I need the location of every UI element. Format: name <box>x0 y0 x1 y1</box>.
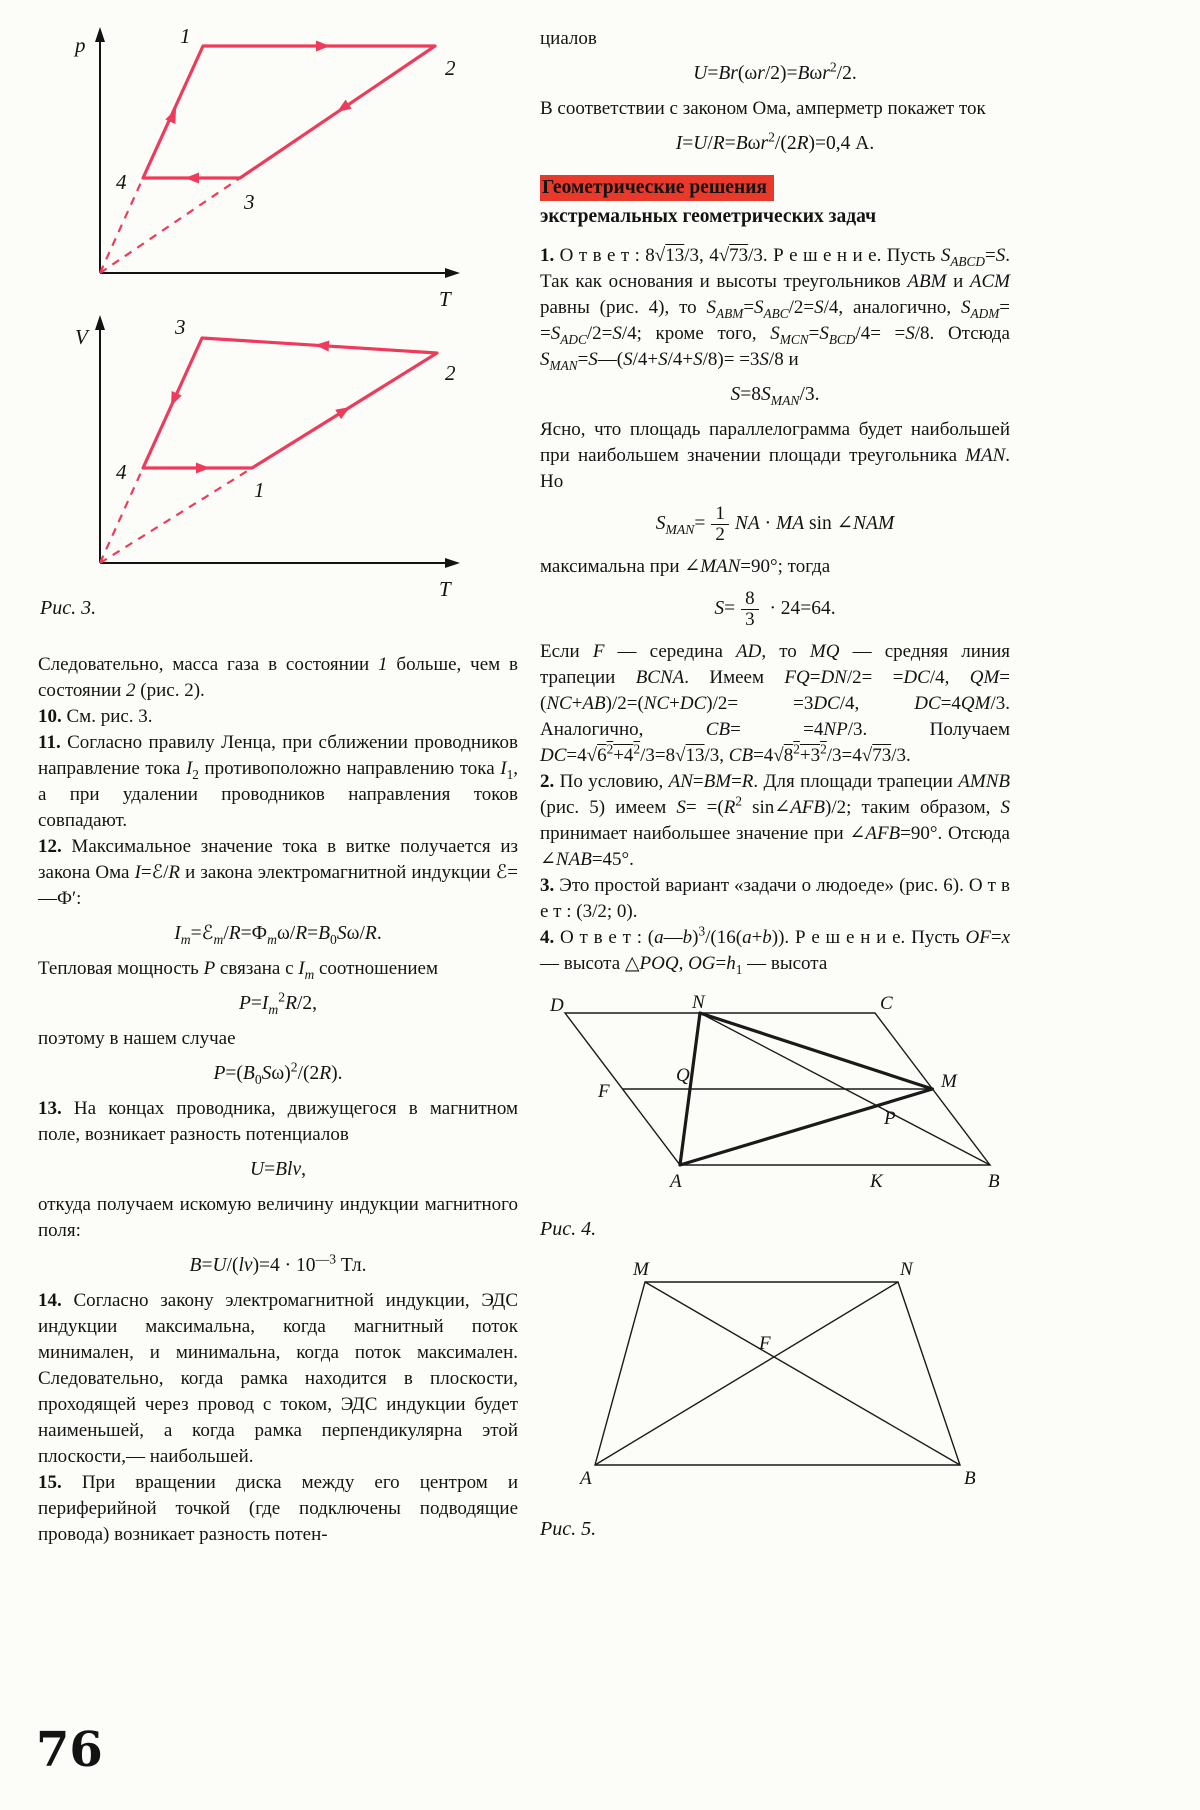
fig5-label-f: F <box>759 1332 771 1354</box>
figure5-trapezoid <box>540 1260 1010 1500</box>
figure5-caption: Рис. 5. <box>540 1517 597 1540</box>
left-column <box>38 652 518 1548</box>
fig4-label-d: D <box>550 994 564 1016</box>
item-2-geometry: 2. По условию, AN=BM=R. Для площади трапеции AMNB (рис. 5) имеем $S= =(R^2$ sin∠AFB)/2; таким образом, S принимает наибольшее значение при ∠AFB=90°. Отсюда ∠NAB=45°. <box>540 770 1010 870</box>
right-column <box>540 26 1010 1552</box>
item-15: 15. При вращении диска между его центром и периферийной точкой (где подключены подводящие провода) возникает разность потен- <box>38 1472 518 1545</box>
fig4-label-f: F <box>598 1080 610 1102</box>
fig4-label-k: K <box>870 1170 883 1192</box>
figure4-parallelogram <box>540 995 1010 1200</box>
vt-axis-x-arrow-icon <box>445 558 460 568</box>
pt-diagram <box>73 24 460 311</box>
paragraph-continuation: циалов <box>540 28 597 49</box>
fig4-label-a: A <box>670 1170 682 1192</box>
item-13: 13. На концах проводника, движущегося в магнитном поле, возникает разность потенциалов <box>38 1098 518 1145</box>
vt-cycle-path <box>143 338 437 468</box>
formula-u-blv: U=Blv, <box>250 1159 306 1180</box>
formula-s-64: S= $\frac{8}{3}$ · 24=64. <box>714 587 836 630</box>
vt-point-1-label: 1 <box>254 478 265 502</box>
pt-axis-y-label: p <box>75 33 86 57</box>
pt-point-4-label: 4 <box>116 170 127 194</box>
vt-point-3-label: 3 <box>175 315 186 339</box>
fig4-label-c: C <box>880 994 893 1014</box>
vt-arrow-3-4-icon <box>166 391 182 408</box>
vt-arrow-4-1-icon <box>196 463 210 474</box>
heading-line2: экстремальных геометрических задач <box>540 206 877 227</box>
figure-4 <box>540 995 1010 1242</box>
section-heading <box>540 173 1010 231</box>
pt-axis-y-arrow-icon <box>95 27 105 42</box>
formula-sman-half: $S_{MAN}=$ $\frac{1}{2}$ NA · MA sin ∠NAM <box>655 503 895 545</box>
paragraph-gas-mass: Следовательно, масса газа в состоянии 1 больше, чем в состоянии 2 (рис. 2). <box>38 654 518 701</box>
paragraph-max-at-90: максимальна при ∠MAN=90°; тогда <box>540 555 831 577</box>
vt-axis-y-label: V <box>75 325 88 349</box>
figure4-caption: Рис. 4. <box>540 1217 597 1240</box>
item-11: 11. Согласно правилу Ленца, при сближении проводников направление тока $I_2$ противоположно направлению тока $I_1$, а при удалении проводников направления токов совпадают. <box>38 732 518 831</box>
fig5-label-a: A <box>580 1467 592 1489</box>
page-number: 76 <box>36 1722 103 1778</box>
vt-point-4-label: 4 <box>116 460 127 484</box>
formula-p-imr: $P=I_m^2R/2$, <box>238 989 318 1017</box>
vt-cycle-arrows <box>166 340 353 474</box>
figure-5 <box>540 1260 1010 1542</box>
figure-3 <box>25 18 515 623</box>
item-10: 10. См. рис. 3. <box>38 706 153 727</box>
fig5-label-m: M <box>633 1259 649 1280</box>
pt-arrow-3-4-icon <box>185 173 199 184</box>
item-14: 14. Согласно закону электромагнитной индукции, ЭДС индукции максимальна, когда магнитный поток минимален, и минимальна, когда поток максимален. Следовательно, когда рамка находится в плоскости, проходящей через провод с током, ЭДС индукции будет наименьшей, а когда рамка перпендикулярна этой плоскости,— наибольшей. <box>38 1290 518 1467</box>
pt-point-3-label: 3 <box>244 190 255 214</box>
paragraph-midline: Если F — середина AD, то MQ — средняя линия трапеции BCNA. Имеем FQ=DN/2= =DC/4, QM=(NC+AB)/2=(NC+DC)/2= =3DC/4, DC=4QM/3. Аналогично, CB= =4NP/3. Получаем $DC=4√6^2+4^2/3=8√13/3$, $CB=4√8^2+3^2/3=4√73/3$. <box>540 640 1011 766</box>
vt-diagram <box>75 315 460 601</box>
figure3-diagrams <box>25 18 515 618</box>
paragraph-thermal-power: Тепловая мощность P связана с $I_m$ соотношением <box>38 958 438 982</box>
item-1-geometry: 1. О т в е т : 8√13/3, 4√73/3. Р е ш е н и е. Пусть $S_{ABCD}=S$. Так как основания и высоты треугольников ABM и ACM равны (рис. 4), то $S_{ABM}=S_{ABC}/2=S/4$, аналогично, $S_{ADM}= =S_{ADC}/2=S/4$; кроме того, $S_{MCN}=S_{BCD}/4= =S/8$. Отсюда $S_{MAN}=S—(S/4+S/4+S/8)= =3S/8$ и <box>540 245 1010 373</box>
fig4-label-q: Q <box>676 1064 690 1086</box>
fig5-diagonal-mb <box>645 1282 960 1465</box>
vt-axis-y-arrow-icon <box>95 315 105 330</box>
heading-line1-highlighted: Геометрические решения <box>540 175 774 201</box>
figure3-caption: Рис. 3. <box>40 597 97 619</box>
vt-arrow-1-2-icon <box>335 402 353 419</box>
vt-arrow-2-3-icon <box>315 340 330 352</box>
fig4-label-m: M <box>941 1070 957 1092</box>
pt-point-1-label: 1 <box>180 24 191 48</box>
paragraph-ohm-law: В соответствии с законом Ома, амперметр покажет ток <box>540 98 986 119</box>
formula-b-u-lv: $B=U/(lv)=4 \cdot 10^{—3}$ Тл. <box>189 1251 367 1276</box>
pt-axis-x-arrow-icon <box>445 268 460 278</box>
formula-im: $I_m=ℰ_m/R=Ф_m\omega/R=B_0S\omega/R$. <box>174 923 382 947</box>
fig5-label-b: B <box>964 1467 976 1489</box>
formula-s-8sman: $S=8S_{MAN}/3$. <box>730 384 820 408</box>
fig4-label-p: P <box>884 1107 896 1129</box>
item-12: 12. Максимальное значение тока в витке получается из закона Ома I=ℰ/R и закона электромагнитной индукции ℰ=—Ф′: <box>38 836 519 909</box>
fig4-label-n: N <box>692 994 705 1013</box>
formula-u-br: U=Br(ωr/2)=Bωr$^2$/2. <box>693 59 857 84</box>
fig5-diagonal-an <box>595 1282 898 1465</box>
vt-axis-x-label: T <box>439 577 451 601</box>
item-4-geometry: 4. О т в е т : (a—b)$^3$/(16(a+b)). Р е ш е н и е. Пусть OF=x — высота △POQ, $OG=h_1$ — высота <box>540 923 1011 977</box>
pt-cycle-arrows <box>165 41 351 184</box>
formula-current: I=U/R=Bωr$^2$/(2R)=0,4 А. <box>675 129 875 154</box>
paragraph-induction-value: откуда получаем искомую величину индукции магнитного поля: <box>38 1194 518 1241</box>
vt-point-2-label: 2 <box>445 361 456 385</box>
pt-axis-x-label: T <box>439 287 451 311</box>
paragraph-therefore: поэтому в нашем случае <box>38 1028 236 1049</box>
fig5-label-n: N <box>900 1259 913 1280</box>
pt-point-2-label: 2 <box>445 56 456 80</box>
pt-cycle-path <box>143 46 435 178</box>
paragraph-parallelogram-area: Ясно, что площадь параллелограмма будет наибольшей при наибольшем значении площади треугольника MAN. Но <box>540 419 1010 492</box>
formula-p-b0s: $P=(B_0S\omega)^2/(2R)$. <box>213 1059 343 1087</box>
fig5-trapezoid-outline <box>595 1282 960 1465</box>
fig4-label-b: B <box>988 1170 1000 1192</box>
item-3-geometry: 3. Это простой вариант «задачи о людоеде» (рис. 6). О т в е т : (3/2; 0). <box>540 874 1010 922</box>
pt-arrow-1-2-icon <box>316 41 330 52</box>
